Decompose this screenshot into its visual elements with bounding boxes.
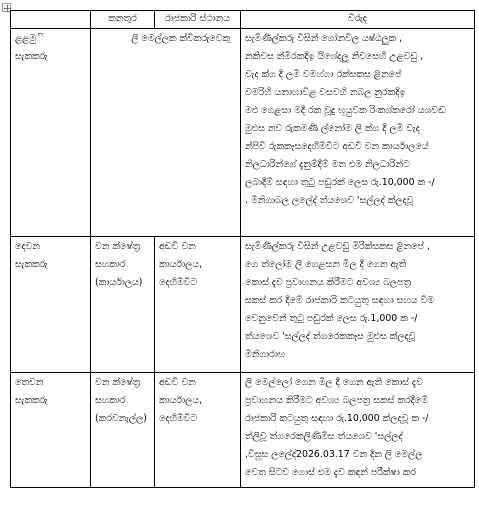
suspect-ordinal: ළළමුි (15, 33, 44, 44)
charge-line: සැමිණිල්කරු විසින් ගෝනවිල යෂ්ඨලුක , (245, 33, 403, 44)
charge-line: ලබාදීම් සඳහා තුටු පඩුරක් ලෙස රු.10,000 ක -/ (245, 177, 435, 188)
suspect-ordinal: දෙවන (15, 241, 40, 252)
suspects-table (10, 10, 475, 488)
suspect-label-cell (11, 29, 91, 237)
suspect-label-cell (11, 237, 91, 373)
position-text: ලි මෙල්ලක ක්විකරුවෙකු (131, 33, 230, 44)
suspect-word: සැකකරු (15, 51, 48, 62)
merged-position-cell (91, 29, 241, 237)
position-line: (කරවනැල්ල) (95, 413, 147, 424)
table-header-row (11, 11, 475, 29)
workplace-cell (155, 237, 241, 373)
header-cell-workplace: රාජකාරි ස්ථානය (155, 11, 241, 29)
charge-line: කොස් දැව ප්‍රවාහනය කිරීමට අවශ්‍ය බලපත්‍ර (245, 277, 411, 288)
charge-line: සැමිණිල්කරු විසින් උළවඩු මිරික්සකස ළිනපේ , (245, 241, 430, 252)
charge-line: වැද ක්ග දි ලමි වමහ්ගා රක්සකස ළිනපේ (245, 69, 402, 80)
workplace-cell (155, 373, 241, 488)
workplace-line: කාර්යාලය, (159, 259, 203, 270)
position-line: වන ක්ෂේත්‍ර (95, 377, 141, 388)
workplace-line: දෙහිමිවිට (159, 277, 198, 288)
charge-line: මිනිගාරාභ (245, 349, 286, 360)
charge-line: ලි මෙල්ලෝ ගෙන මිල දී ගෙන ඇති කොස් දැව (245, 377, 423, 388)
header-cell-charge: විරුද (241, 11, 475, 29)
charge-line: ත්යශෙව 'සල්ලද් ත්ගරෙකකෑස මුළුස ක්ලදවූ (245, 331, 416, 342)
position-cell (91, 237, 155, 373)
charge-line: න්පිවි රුකකෑසදෙහිමිවිට අඩවි වන කාර්යාලයේ (245, 141, 429, 152)
workplace-line: කාර්යාලය, (159, 395, 203, 406)
charge-line: මුළුස නව රුකමණි ල්නෝම ලි ක්ග දි ලමි වැද (245, 123, 420, 134)
charge-line: මඵ ගෙළසා මදී රක වූදු භූයුවක රිංකශ්කරෝ යශවඬ (245, 105, 446, 116)
charge-line: ප්‍රවාහනය කිරීමට අවශ්‍ය බලපත්‍ර සකස් කරදීමේ (245, 395, 428, 406)
workplace-line: අඩවි වන (159, 241, 196, 252)
position-line: (කාර්යාලය) (95, 277, 143, 288)
suspect-word: සැකකරු (15, 259, 48, 270)
suspect-word: සැකකරු (15, 395, 48, 406)
header-cell-name: කනතුර (91, 11, 155, 29)
charge-line: ත්ලිවූ ත්ගරෙකලිණිමිස ත්යශෙව 'සල්ලද් (245, 431, 403, 442)
charge-description-cell (241, 373, 475, 488)
position-line: සහකාර (95, 395, 126, 406)
suspect-ordinal: තෙවන (15, 377, 44, 388)
workplace-line: දෙහිමිවිට (159, 413, 198, 424)
table-row (11, 237, 475, 373)
charge-line: වමරිහි යනාහාවිළ වසවහි නබල නුරකදිඉ (245, 87, 406, 98)
charge-line: නිලධාරින්ගේ දැනුම්දීම් මත එම නිලධාරින්ට (245, 159, 410, 170)
table-row (11, 29, 475, 237)
charge-line: . මිනිගාබල ලලේද් ත්යශෙව 'සල්ලද් ක්ලදවූ (245, 195, 414, 206)
workplace-line: අඩවි වන (159, 377, 196, 388)
suspect-label-cell (11, 373, 91, 488)
charge-description-cell (241, 29, 475, 237)
charge-line: රාජකාරි කටයුතු සඳහා රු.10,000 ක්ලදවූ ක -/ (245, 413, 429, 424)
header-cell-empty (11, 11, 91, 29)
position-line: සහකාර (95, 259, 126, 270)
charge-line: වෙනුවෙන් තුටු පඩුරක් ලෙස රු.1,000 ක -/ (245, 313, 418, 324)
charge-line: නකිවස ත්මිරකදිඉ යිශේදලූ නිවසෙහි උළවඩු , (245, 51, 424, 62)
table-row (11, 373, 475, 488)
charge-line: වෙත සිටව ගොස් එම දැව කඳන් පරීක්ෂා කර (245, 467, 417, 478)
position-cell (91, 373, 155, 488)
charge-line: ,විසූස ලලේද්2026.03.17 වන දින ලි මෙල්ල (245, 449, 423, 460)
position-line: වන ක්ෂේත්‍ර (95, 241, 141, 252)
charge-description-cell (241, 237, 475, 373)
charge-line: සකස් කර දීමේ රාජකාරි කටයුතු සඳහා සහය වීම (245, 295, 435, 306)
charge-line: ගෙ ත්ලෝම ලි ගෙළසන මිල දී ගෙන ඇති (245, 259, 407, 270)
